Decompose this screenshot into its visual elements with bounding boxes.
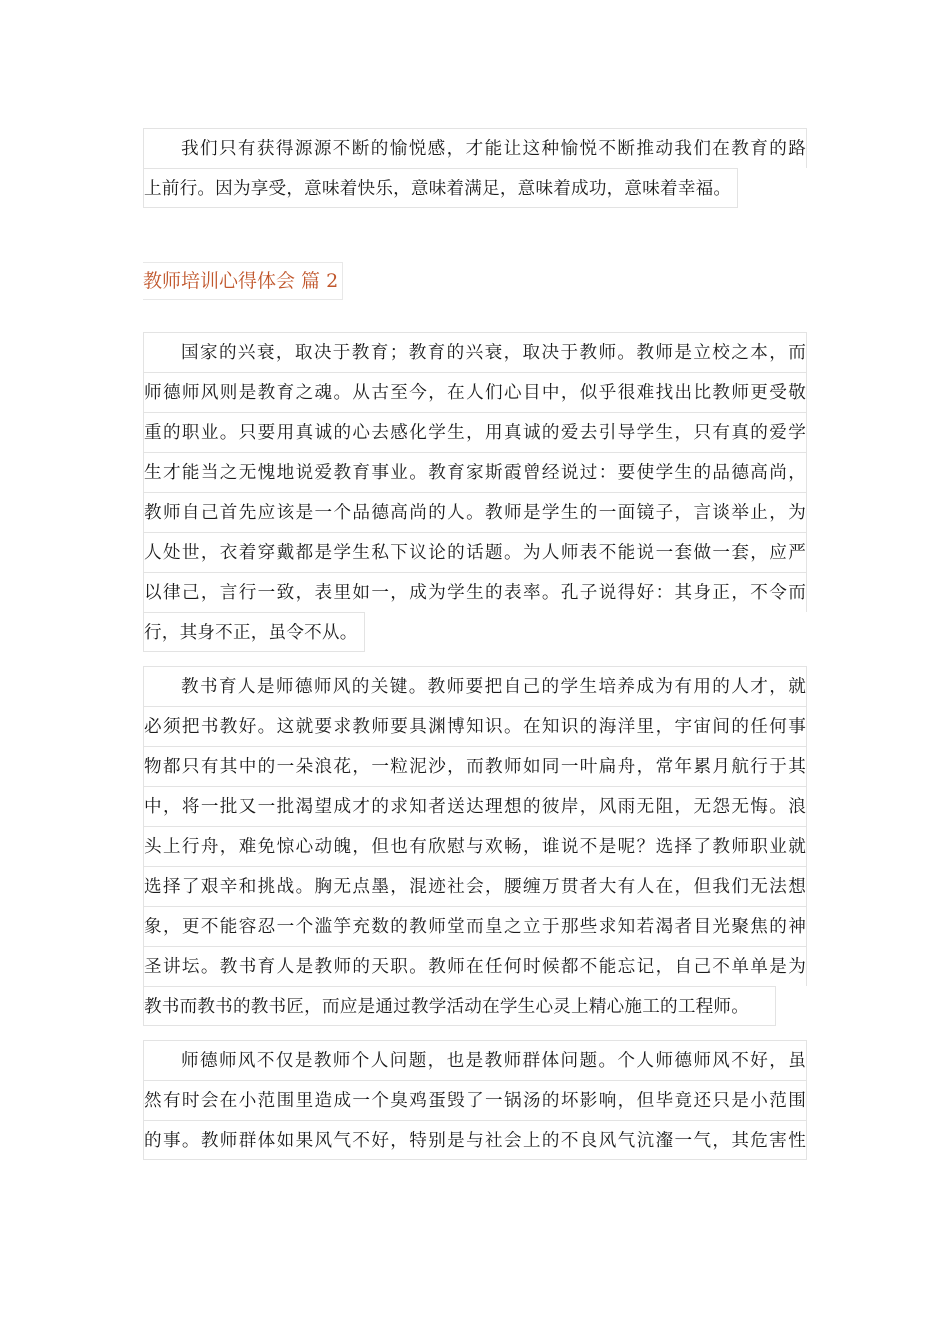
text-line: 物都只有其中的一朵浪花，一粒泥沙，而教师如同一叶扁舟，常年累月航行于其 — [143, 746, 807, 786]
paragraph-1 — [143, 332, 807, 656]
text-line: 教书育人是师德师风的关键。教师要把自己的学生培养成为有用的人才，就 — [143, 666, 807, 706]
text-line: 我们只有获得源源不断的愉悦感，才能让这种愉悦不断推动我们在教育的路 — [143, 128, 807, 168]
text-line: 重的职业。只要用真诚的心去感化学生，用真诚的爱去引导学生，只有真的爱学 — [143, 412, 807, 452]
text-line: 头上行舟，难免惊心动魄，但也有欣慰与欢畅，谁说不是呢？选择了教师职业就 — [143, 826, 807, 866]
paragraph-2 — [143, 666, 807, 1030]
text-line: 生才能当之无愧地说爱教育事业。教育家斯霞曾经说过：要使学生的品德高尚， — [143, 452, 807, 492]
text-line: 教师自己首先应该是一个品德高尚的人。教师是学生的一面镜子，言谈举止，为 — [143, 492, 807, 532]
text-line: 的事。教师群体如果风气不好，特别是与社会上的不良风气沆瀣一气，其危害性 — [143, 1120, 807, 1160]
text-line: 选择了艰辛和挑战。胸无点墨，混迹社会，腰缠万贯者大有人在，但我们无法想 — [143, 866, 807, 906]
paragraph-intro-end — [143, 128, 807, 212]
text-line: 师德师风则是教育之魂。从古至今，在人们心目中，似乎很难找出比教师更受敬 — [143, 372, 807, 412]
text-line: 行，其身不正，虽令不从。 — [143, 612, 365, 652]
text-line: 必须把书教好。这就要求教师要具渊博知识。在知识的海洋里，宇宙间的任何事 — [143, 706, 807, 746]
text-line: 象，更不能容忍一个滥竽充数的教师堂而皇之立于那些求知若渴者目光聚焦的神 — [143, 906, 807, 946]
text-line: 教书而教书的教书匠，而应是通过教学活动在学生心灵上精心施工的工程师。 — [143, 986, 776, 1026]
text-line: 上前行。因为享受，意味着快乐，意味着满足，意味着成功，意味着幸福。 — [143, 168, 738, 208]
text-line: 人处世，衣着穿戴都是学生私下议论的话题。为人师表不能说一套做一套，应严 — [143, 532, 807, 572]
section-heading: 教师培训心得体会 篇 2 — [143, 262, 343, 300]
text-line: 然有时会在小范围里造成一个臭鸡蛋毁了一锅汤的坏影响，但毕竟还只是小范围 — [143, 1080, 807, 1120]
text-line: 圣讲坛。教书育人是教师的天职。教师在任何时候都不能忘记，自己不单单是为 — [143, 946, 807, 986]
text-line: 师德师风不仅是教师个人问题，也是教师群体问题。个人师德师风不好，虽 — [143, 1040, 807, 1080]
text-line: 国家的兴衰，取决于教育；教育的兴衰，取决于教师。教师是立校之本，而 — [143, 332, 807, 372]
paragraph-3 — [143, 1040, 807, 1160]
text-line: 中，将一批又一批渴望成才的求知者送达理想的彼岸，风雨无阻，无怨无悔。浪 — [143, 786, 807, 826]
text-line: 以律己，言行一致，表里如一，成为学生的表率。孔子说得好：其身正，不令而 — [143, 572, 807, 612]
